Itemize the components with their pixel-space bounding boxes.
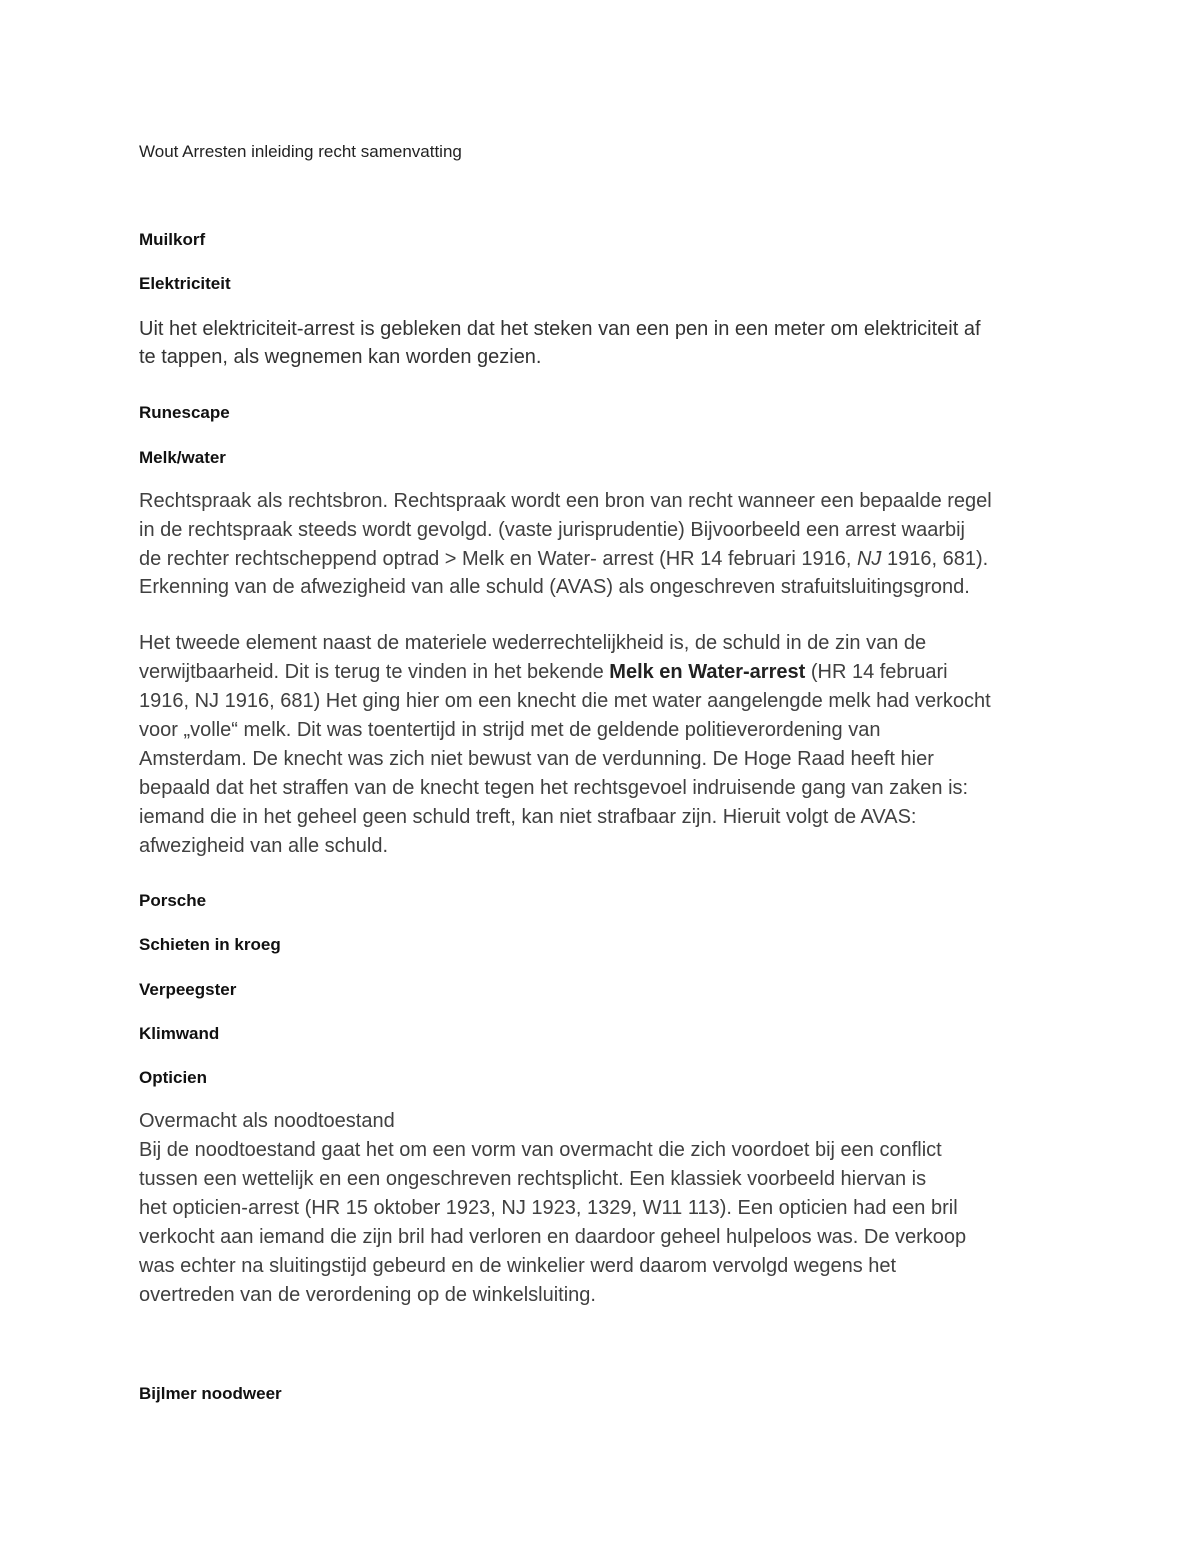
melkwater-line: Erkenning van de afwezigheid van alle schuld (AVAS) als ongeschreven strafuitsluitingsgrond. bbox=[139, 576, 970, 598]
heading-runescape: Runescape bbox=[139, 403, 230, 422]
opticien-line: verkocht aan iemand die zijn bril had verloren en daardoor geheel hulpeloos was. De verkoop bbox=[139, 1226, 967, 1248]
heading-elektriciteit: Elektriciteit bbox=[139, 274, 231, 293]
heading-melkwater: Melk/water bbox=[139, 448, 226, 467]
opticien-line: tussen een wettelijk en een ongeschreven rechtsplicht. Een klassiek voorbeeld hiervan is bbox=[139, 1168, 927, 1190]
elektriciteit-line: te tappen, als wegnemen kan worden gezien. bbox=[139, 346, 542, 368]
melkwater-line bbox=[139, 661, 948, 684]
melkwater-line-bold: Melk en Water-arrest bbox=[609, 661, 806, 683]
heading-klimwand: Klimwand bbox=[139, 1024, 220, 1043]
heading-porsche: Porsche bbox=[139, 891, 207, 910]
heading-opticien: Opticien bbox=[139, 1068, 208, 1087]
heading-verpeegster: Verpeegster bbox=[139, 980, 237, 999]
opticien-line: Bij de noodtoestand gaat het om een vorm van overmacht die zich voordoet bij een conflict bbox=[139, 1139, 942, 1161]
melkwater-line: Het tweede element naast de materiele wederrechtelijkheid is, de schuld in de zin van de bbox=[139, 632, 927, 654]
melkwater-line: in de rechtspraak steeds wordt gevolgd. (vaste jurisprudentie) Bijvoorbeeld een arrest waarbij bbox=[139, 519, 965, 541]
melkwater-line-italic: NJ bbox=[856, 548, 882, 570]
melkwater-line: afwezigheid van alle schuld. bbox=[139, 835, 389, 857]
heading-bijlmer-noodweer: Bijlmer noodweer bbox=[139, 1384, 282, 1403]
melkwater-line: Rechtspraak als rechtsbron. Rechtspraak wordt een bron van recht wanneer een bepaalde regel bbox=[139, 490, 992, 512]
melkwater-line: voor „volle“ melk. Dit was toentertijd in strijd met de geldende politieverordening van bbox=[139, 719, 881, 741]
melkwater-line-part: de rechter rechtscheppend optrad > Melk en Water- arrest (HR 14 februari 1916, bbox=[139, 548, 857, 570]
elektriciteit-line: Uit het elektriciteit-arrest is gebleken dat het steken van een pen in een meter om elektriciteit af bbox=[139, 318, 981, 340]
melkwater-line-part: verwijtbaarheid. Dit is terug te vinden in het bekende bbox=[139, 661, 610, 683]
heading-muilkorf: Muilkorf bbox=[139, 230, 206, 249]
heading-schieten-in-kroeg: Schieten in kroeg bbox=[139, 935, 281, 954]
melkwater-line-part: (HR 14 februari bbox=[805, 661, 948, 683]
melkwater-line bbox=[139, 548, 988, 571]
document-title: Wout Arresten inleiding recht samenvatting bbox=[139, 142, 462, 161]
opticien-line: het opticien-arrest (HR 15 oktober 1923, NJ 1923, 1329, W11 113). Een opticien had een bril bbox=[139, 1197, 958, 1219]
opticien-line: was echter na sluitingstijd gebeurd en de winkelier werd daarom vervolgd wegens het bbox=[139, 1255, 897, 1277]
melkwater-line: iemand die in het geheel geen schuld treft, kan niet strafbaar zijn. Hieruit volgt de AVAS: bbox=[139, 806, 917, 828]
opticien-line: Overmacht als noodtoestand bbox=[139, 1110, 395, 1132]
melkwater-line: 1916, NJ 1916, 681) Het ging hier om een knecht die met water aangelengde melk had verkocht bbox=[139, 690, 991, 712]
opticien-line: overtreden van de verordening op de winkelsluiting. bbox=[139, 1284, 596, 1306]
melkwater-line: Amsterdam. De knecht was zich niet bewust van de verdunning. De Hoge Raad heeft hier bbox=[139, 748, 934, 770]
melkwater-line: bepaald dat het straffen van de knecht tegen het rechtsgevoel indruisende gang van zaken is: bbox=[139, 777, 969, 799]
melkwater-line-part: 1916, 681). bbox=[881, 548, 989, 570]
